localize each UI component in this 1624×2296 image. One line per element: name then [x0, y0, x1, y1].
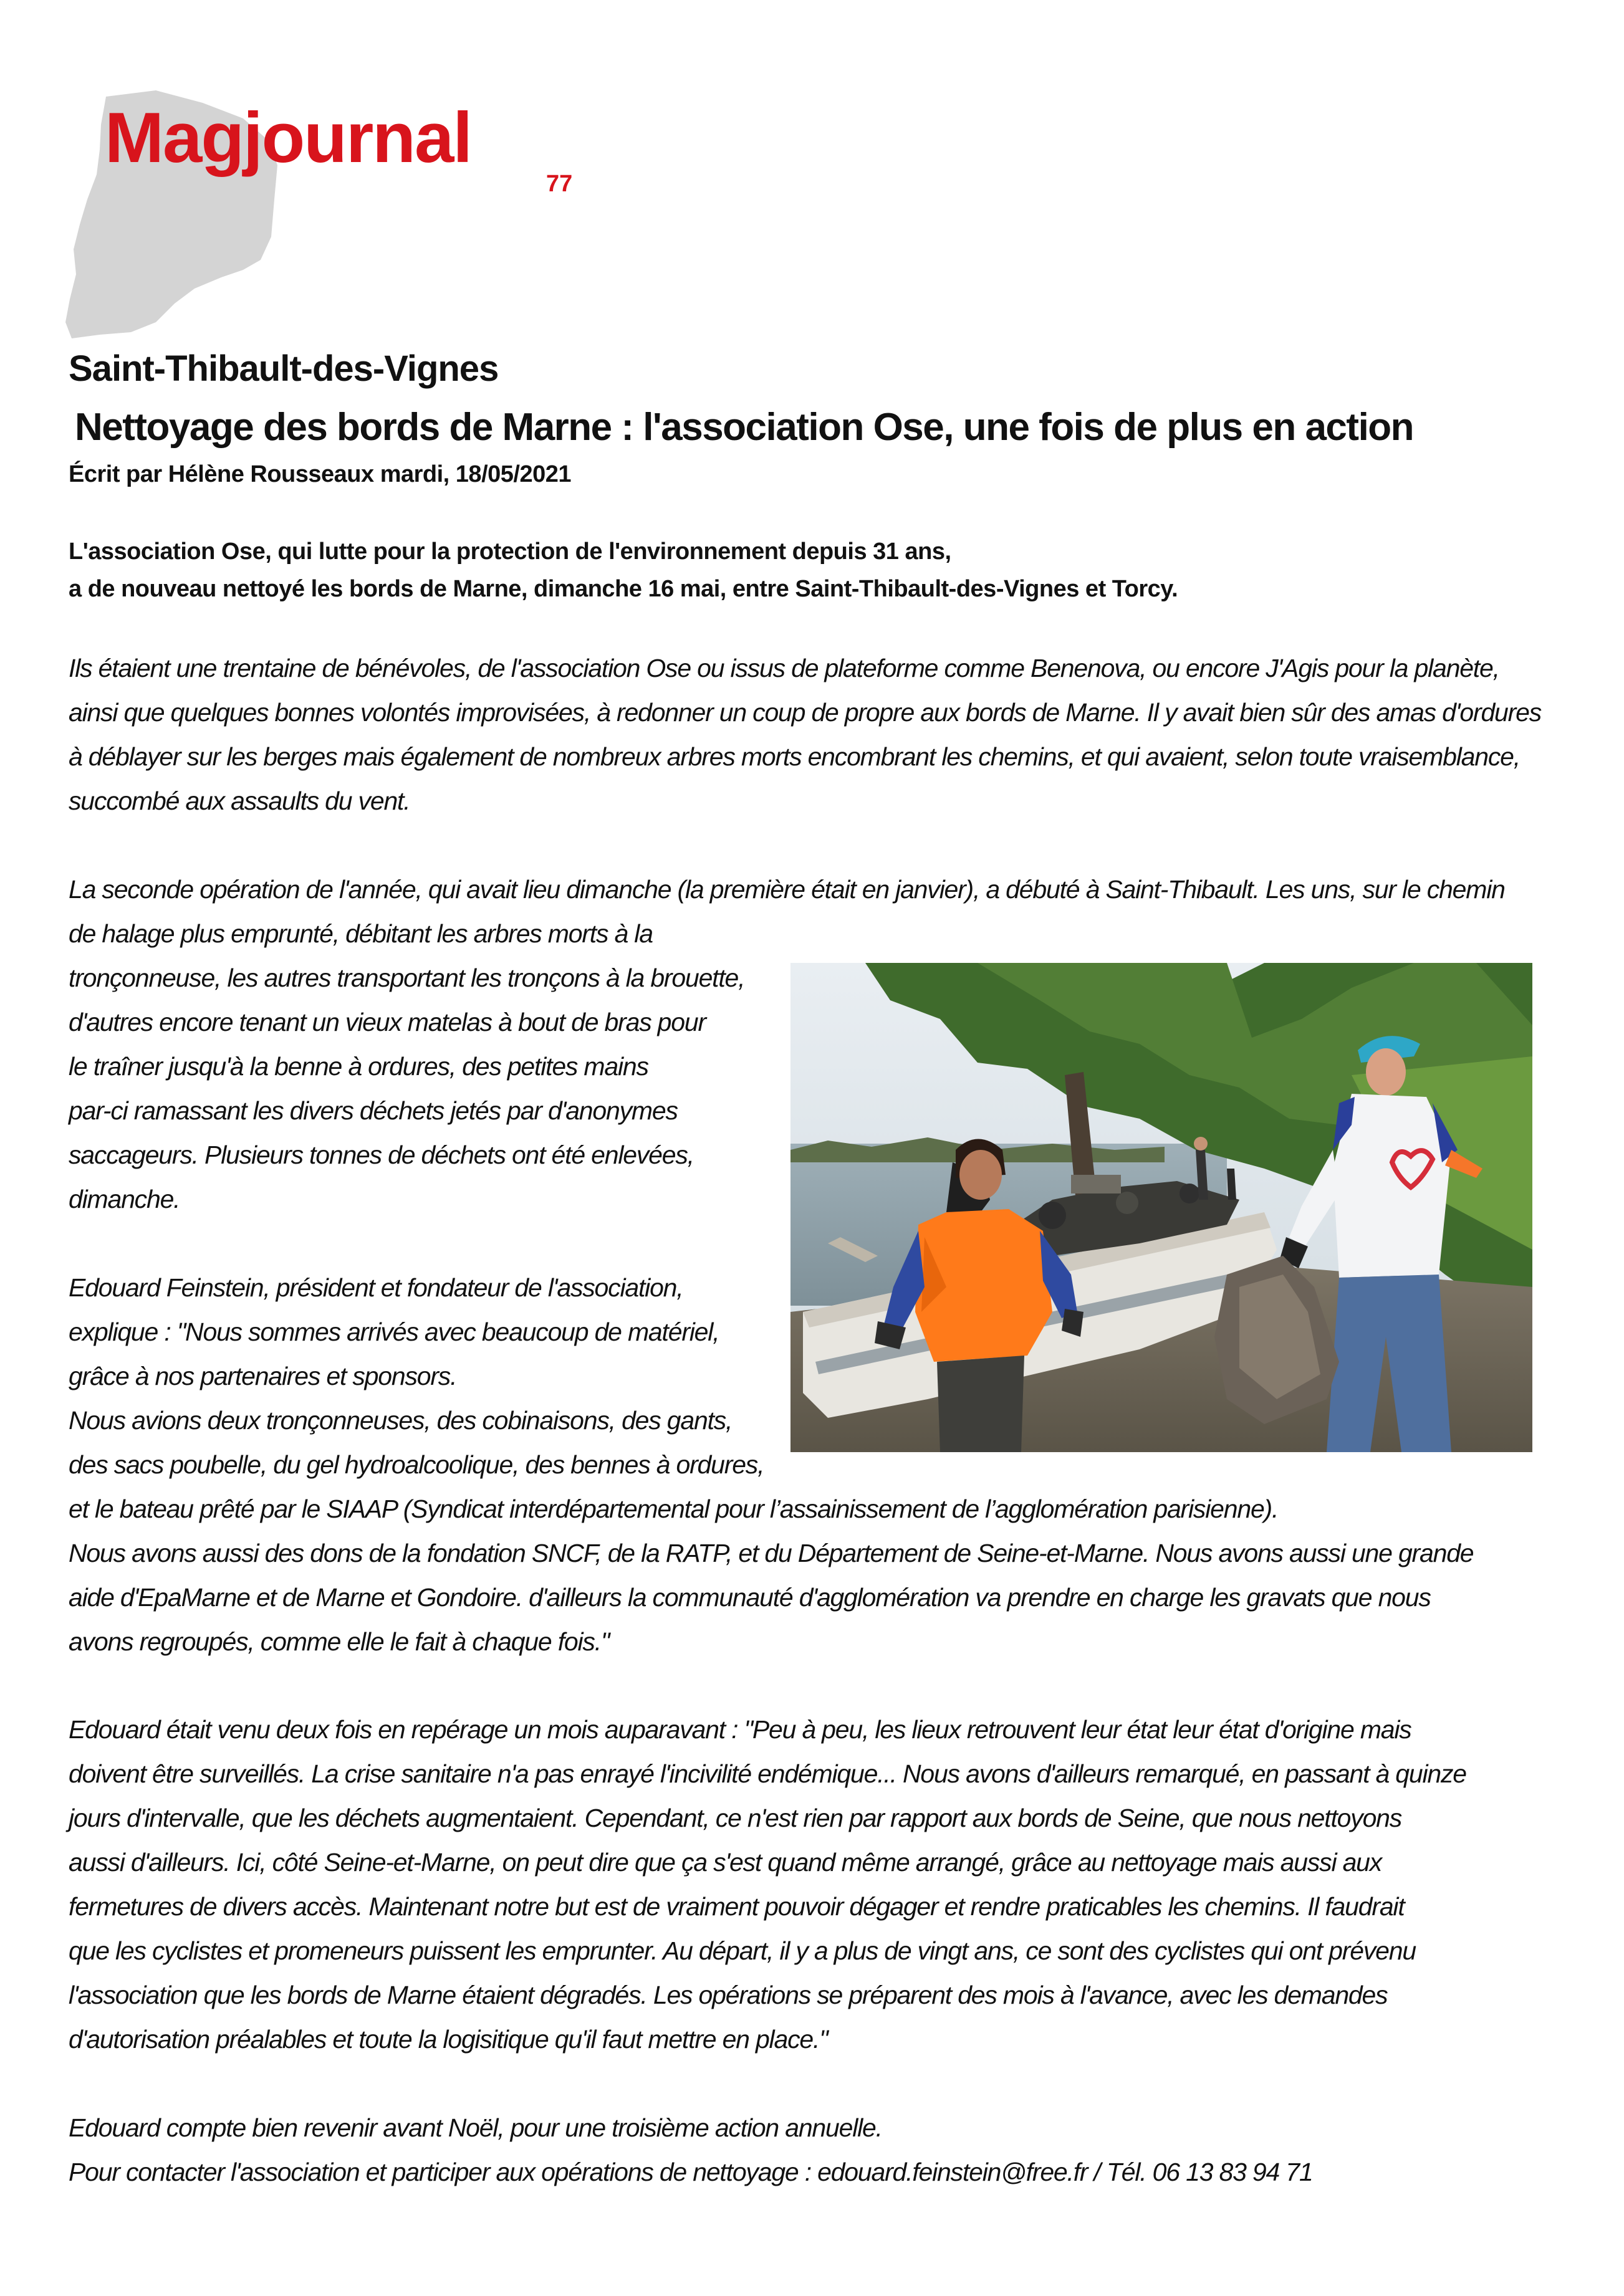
text-line: avons regroupés, comme elle le fait à chaque fois." — [69, 1627, 610, 1656]
text-line: d'autres encore tenant un vieux matelas à bout de bras pour — [69, 1008, 706, 1036]
logo-department-number: 77 — [546, 171, 573, 197]
lead-line: a de nouveau nettoyé les bords de Marne, dimanche 16 mai, entre Saint-Thibault-des-Vignes et Torcy. — [69, 576, 1178, 602]
text-line: dimanche. — [69, 1185, 180, 1213]
text-line: ainsi que quelques bonnes volontés improvisées, à redonner un coup de propre aux bords de Marne. Il y avait bien sûr des amas d'ordures — [69, 698, 1542, 727]
article-city: Saint-Thibault-des-Vignes — [69, 348, 499, 389]
paragraph-4 — [69, 1708, 1466, 2062]
text-line: Nous avons aussi des dons de la fondation SNCF, de la RATP, et du Département de Seine-et-Marne. Nous avons aussi une grande — [69, 1539, 1474, 1567]
text-line: succombé aux assaults du vent. — [69, 787, 410, 815]
text-line: l'association que les bords de Marne étaient dégradés. Les opérations se préparent des mois à l'avance, avec les demandes — [69, 1981, 1388, 2009]
article-title: Nettoyage des bords de Marne : l'association Ose, une fois de plus en action — [75, 406, 1414, 449]
text-line: jours d'intervalle, que les déchets augmentaient. Cependant, ce n'est rien par rapport aux bords de Seine, que nous nettoyons — [69, 1804, 1402, 1832]
text-line: Nous avions deux tronçonneuses, des cobinaisons, des gants, — [69, 1406, 733, 1435]
text-line: d'autorisation préalables et toute la logisitique qu'il faut mettre en place." — [69, 2025, 828, 2054]
text-line: à déblayer sur les berges mais également de nombreux arbres morts encombrant les chemins, et qui avaient, selon toute vraisemblance, — [69, 742, 1520, 771]
text-line: doivent être surveillés. La crise sanitaire n'a pas enrayé l'incivilité endémique... Nous avons d'ailleurs remarqué, en passant à quinze — [69, 1759, 1466, 1788]
volunteers-cleanup-photo — [790, 963, 1532, 1452]
text-line: grâce à nos partenaires et sponsors. — [69, 1362, 457, 1390]
logo-graphic — [62, 90, 586, 340]
photo-illustration — [790, 963, 1532, 1452]
text-line: aide d'EpaMarne et de Marne et Gondoire. d'ailleurs la communauté d'agglomération va prendre en charge les gravats que nous — [69, 1583, 1431, 1612]
text-line: explique : "Nous sommes arrivés avec beaucoup de matériel, — [69, 1318, 719, 1346]
text-line: tronçonneuse, les autres transportant les tronçons à la brouette, — [69, 964, 745, 992]
text-line: Edouard Feinstein, président et fondateur de l'association, — [69, 1273, 683, 1302]
text-line: Edouard compte bien revenir avant Noël, pour une troisième action annuelle. — [69, 2113, 882, 2142]
text-line: le traîner jusqu'à la benne à ordures, des petites mains — [69, 1052, 648, 1081]
text-line: par-ci ramassant les divers déchets jetés par d'anonymes — [69, 1096, 678, 1125]
text-line: aussi d'ailleurs. Ici, côté Seine-et-Marne, on peut dire que ça s'est quand même arrangé, grâce au nettoyage mais aussi aux — [69, 1848, 1382, 1877]
text-line: Ils étaient une trentaine de bénévoles, de l'association Ose ou issus de plateforme comme Benenova, ou encore J'Agis pour la planète, — [69, 654, 1499, 682]
text-line: saccageurs. Plusieurs tonnes de déchets ont été enlevées, — [69, 1141, 694, 1169]
article-byline: Écrit par Hélène Rousseaux mardi, 18/05/2021 — [69, 461, 571, 487]
logo-wordmark: Magjournal — [105, 98, 472, 178]
text-line: fermetures de divers accès. Maintenant notre but est de vraiment pouvoir dégager et rendre praticables les chemins. Il faudrait — [69, 1892, 1405, 1921]
text-line: Edouard était venu deux fois en repérage un mois auparavant : "Peu à peu, les lieux retrouvent leur état leur état d'origine mais — [69, 1715, 1411, 1744]
text-line: et le bateau prêté par le SIAAP (Syndicat interdépartemental pour l’assainissement de l’agglomération parisienne). — [69, 1495, 1279, 1523]
text-line: La seconde opération de l'année, qui avait lieu dimanche (la première était en janvier), a débuté à Saint-Thibault. Les uns, sur le chemin — [69, 875, 1505, 904]
paragraph-1 — [69, 646, 1541, 823]
paragraph-5 — [69, 2106, 1312, 2194]
text-line: que les cyclistes et promeneurs puissent les emprunter. Au départ, il y a plus de vingt ans, ce sont des cyclistes qui ont prévenu — [69, 1936, 1416, 1965]
text-line: des sacs poubelle, du gel hydroalcoolique, des bennes à ordures, — [69, 1450, 764, 1479]
text-line: de halage plus emprunté, débitant les arbres morts à la — [69, 919, 653, 948]
magjournal-logo — [62, 90, 586, 340]
text-line: Pour contacter l'association et participer aux opérations de nettoyage : edouard.feinstein@free.fr / Tél. 06 13 83 94 71 — [69, 2158, 1313, 2186]
lead-line: L'association Ose, qui lutte pour la protection de l'environnement depuis 31 ans, — [69, 538, 951, 565]
article-lead — [69, 533, 1178, 608]
